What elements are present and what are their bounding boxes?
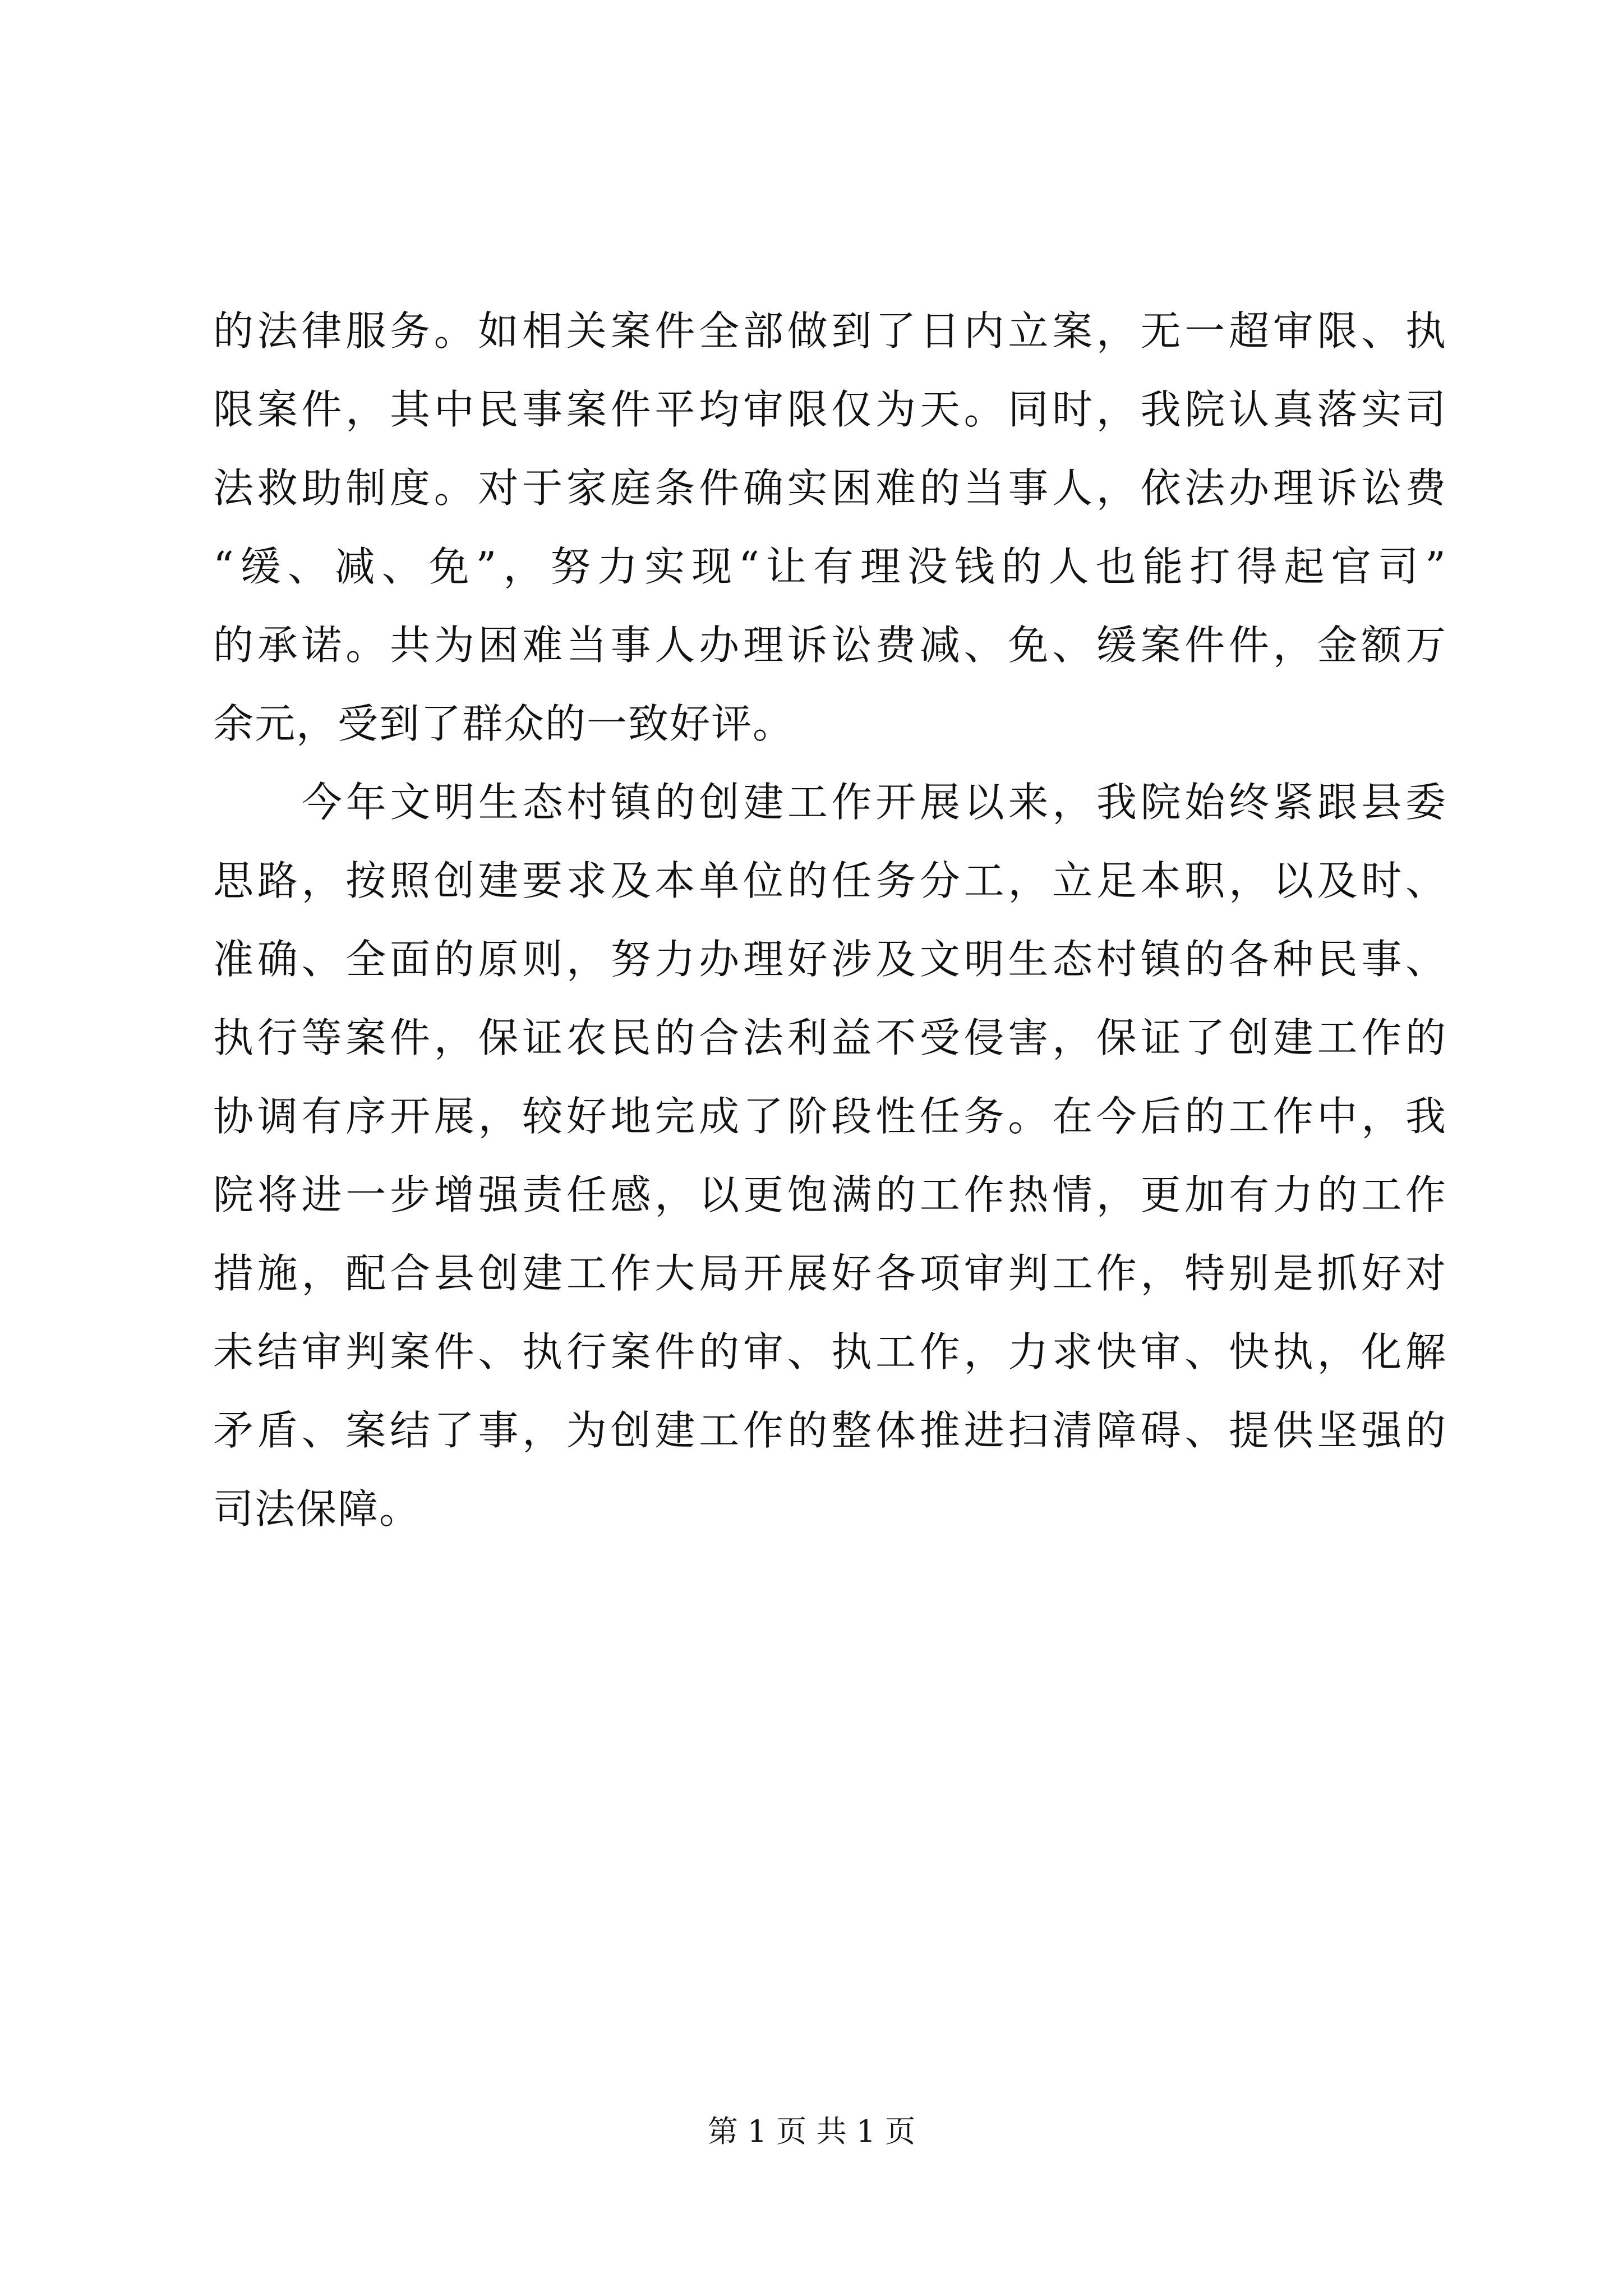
text-line: 院将进一步增强责任感，以更饱满的工作热情，更加有力的工作 bbox=[213, 1171, 1447, 1218]
text-line: 限案件，其中民事案件平均审限仅为天。同时，我院认真落实司 bbox=[213, 386, 1447, 433]
text-line: 措施，配合县创建工作大局开展好各项审判工作，特别是抓好对 bbox=[213, 1250, 1447, 1297]
text-line: 协调有序开展，较好地完成了阶段性任务。在今后的工作中，我 bbox=[213, 1093, 1447, 1140]
text-line: 准确、全面的原则，努力办理好涉及文明生态村镇的各种民事、 bbox=[213, 936, 1447, 983]
text-line: 未结审判案件、执行案件的审、执工作，力求快审、快执，化解 bbox=[213, 1328, 1447, 1375]
text-line: 矛盾、案结了事，为创建工作的整体推进扫清障碍、提供坚强的 bbox=[213, 1407, 1447, 1454]
text-line: 的承诺。共为困难当事人办理诉讼费减、免、缓案件件，金额万 bbox=[213, 622, 1447, 669]
document-body bbox=[213, 292, 1447, 1548]
text-line: 余元，受到了群众的一致好评。 bbox=[213, 700, 795, 747]
paragraph-2 bbox=[213, 763, 1447, 1548]
text-line: 法救助制度。对于家庭条件确实困难的当事人，依法办理诉讼费 bbox=[213, 464, 1447, 512]
text-line: 司法保障。 bbox=[213, 1485, 421, 1533]
page-number-label: 第 1 页 共 1 页 bbox=[707, 2114, 916, 2149]
text-line: “缓、减、免”，努力实现“让有理没钱的人也能打得起官司” bbox=[213, 543, 1447, 590]
text-line: 的法律服务。如相关案件全部做到了日内立案，无一超审限、执 bbox=[213, 307, 1447, 355]
paragraph-1 bbox=[213, 292, 1447, 763]
text-line: 思路，按照创建要求及本单位的任务分工，立足本职，以及时、 bbox=[213, 857, 1447, 904]
text-line: 今年文明生态村镇的创建工作开展以来，我院始终紧跟县委 bbox=[302, 779, 1447, 826]
text-line: 执行等案件，保证农民的合法利益不受侵害，保证了创建工作的 bbox=[213, 1014, 1447, 1061]
page-footer bbox=[0, 2109, 1623, 2154]
